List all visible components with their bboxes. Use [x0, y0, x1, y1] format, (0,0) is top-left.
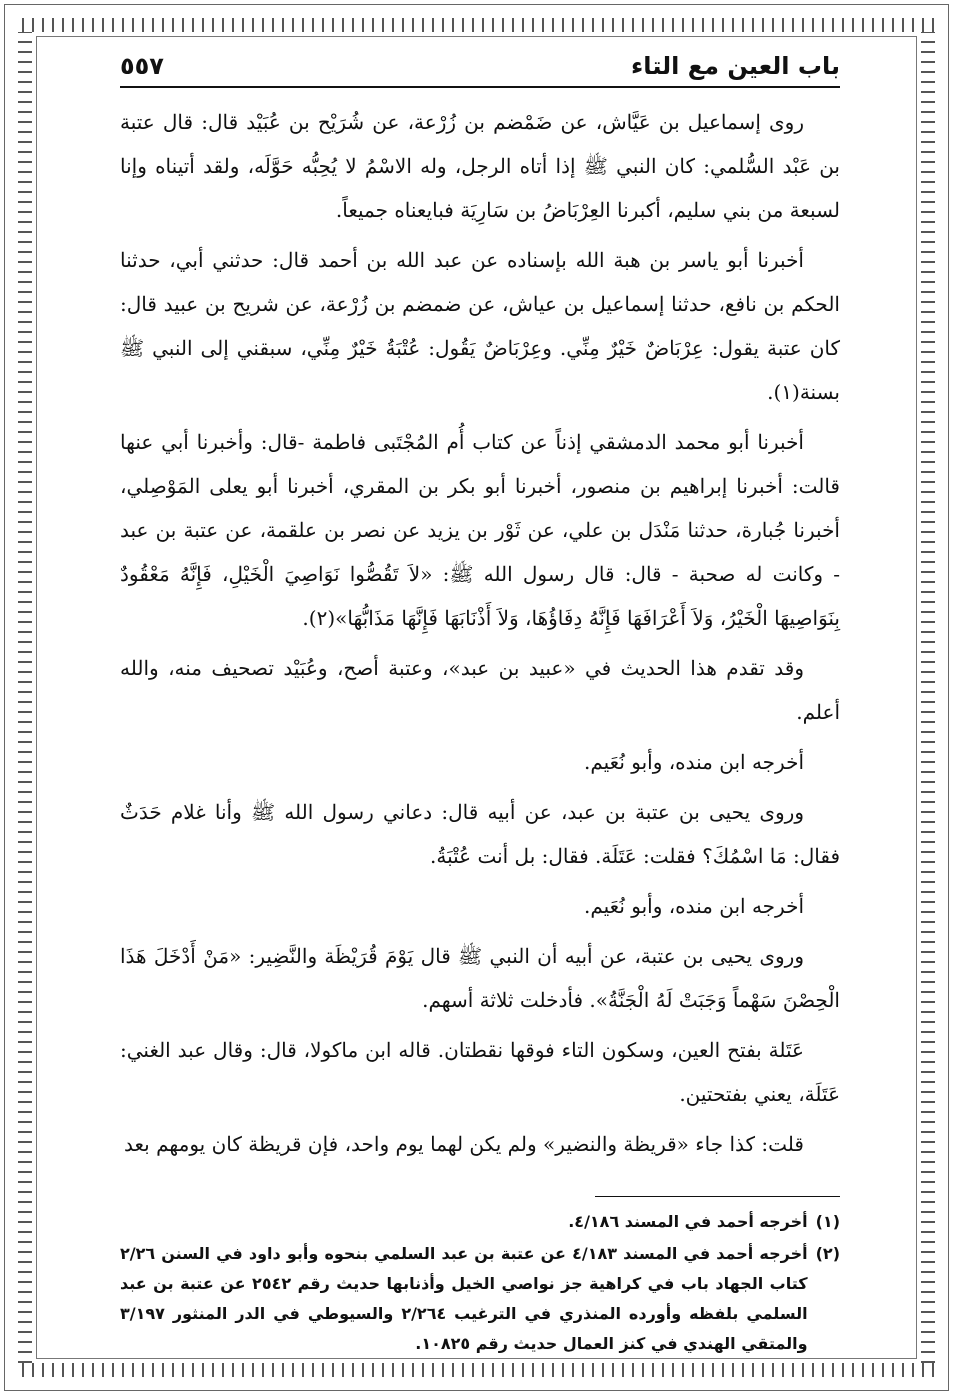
page-number: ٥٥٧: [120, 52, 164, 80]
footnote: [120, 1207, 840, 1237]
paragraph: أخرجه ابن منده، وأبو نُعَيم.: [583, 750, 804, 774]
footnote-marker: (١): [815, 1212, 840, 1231]
book-page: [120, 52, 840, 1361]
footnotes: [120, 1207, 840, 1359]
running-title: باب العين مع التاء: [631, 52, 840, 80]
footnote: [120, 1239, 840, 1359]
paragraph: أخرجه ابن منده، وأبو نُعَيم.: [583, 894, 804, 918]
page-header: [120, 52, 840, 88]
paragraph: وروى يحيى بن عتبة، عن أبيه أن النبي ﷺ قال يَوْمَ قُرَيْظَة والنَّضِير: «مَنْ أَدْخَلَ هَذَا الْحِصْنَ سَهْماً وَجَبَتْ لَهُ الْجَنَّةُ». فأدخلت ثلاثة أسهم.: [120, 944, 840, 1012]
footnote-text: أخرجه أحمد في المسند ٤/١٨٦.: [568, 1212, 808, 1231]
paragraph: روى إسماعيل بن عَيَّاش، عن ضَمْضم بن زُرْعة، عن شُرَيْح بن عُبَيْد قال: قال عتبة بن عَبْد السُّلمي: كان النبي ﷺ إذا أتاه الرجل، وله الاسْمُ لا يُحِبُّه حَوَّلَه، ولقد أتيناه وإنا لسبعة من بني سليم، أكبرنا العِرْبَاضُ بن سَارِيَة فبايعناه جميعاً.: [120, 110, 840, 222]
footnote-separator: [595, 1196, 840, 1197]
footnote-text: أخرجه أحمد في المسند ٤/١٨٣ عن عتبة بن عبد السلمي بنحوه وأبو داود في السنن ٢/٢٦ كتاب الجهاد باب في كراهية جز نواصي الخيل وأذنابها حديث رقم ٢٥٤٢ عن عتبة بن عبد السلمي بلفظه وأورده المنذري في الترغيب ٢/٢٦٤ والسيوطي في الدر المنثور ٣/١٩٧ والمتقي الهندي في كنز العمال حديث رقم ١٠٨٢٥.: [120, 1244, 808, 1353]
main-text: [120, 100, 840, 1166]
paragraph: عَتَلة بفتح العين، وسكون التاء فوقها نقطتان. قاله ابن ماكولا، قال: وقال عبد الغني: عَتَلَة، يعني بفتحتين.: [120, 1038, 840, 1106]
paragraph: أخبرنا أبو ياسر بن هبة الله بإسناده عن عبد الله بن أحمد قال: حدثني أبي، حدثنا الحكم بن نافع، حدثنا إسماعيل بن عياش، عن ضمضم بن زُرْعة، عن شريح بن عبيد قال: كان عتبة يقول: عِرْبَاضٌ خَيْرٌ مِنِّي. وعِرْبَاضٌ يَقُول: عُتْبَةُ خَيْرٌ مِنِّي، سبقني إلى النبي ﷺ بسنة(١).: [120, 248, 840, 404]
paragraph: قلت: كذا جاء «قريظة والنضير» ولم يكن لهما يوم واحد، فإن قريظة كان يومهم بعد: [124, 1132, 804, 1156]
paragraph: أخبرنا أبو محمد الدمشقي إذناً عن كتاب أُم المُجْتَبى فاطمة -قال: وأخبرنا أبي عنها قالت: أخبرنا إبراهيم بن منصور، أخبرنا أبو بكر بن المقري، أخبرنا أبو يعلى المَوْصِلي، أخبرنا جُبارة، حدثنا مَنْدَل بن علي، عن ثَوْر بن يزيد عن نصر بن علقمة، عن عتبة بن عبد - وكانت له صحبة - قال: قال رسول الله ﷺ: «لاَ تَقُصُّوا نَوَاصِيَ الْخَيْلِ، فَإِنَّهُ مَعْقُودٌ بِنَوَاصِيهَا الْخَيْرُ، وَلاَ أَعْرَافَهَا فَإِنَّهُ دِفَاؤُهَا، وَلاَ أَذْنَابَهَا فَإِنَّهَا مَذَابُّهَا»(٢).: [120, 430, 840, 630]
footnote-marker: (٢): [815, 1244, 840, 1263]
paragraph: وقد تقدم هذا الحديث في «عبيد بن عبد»، وعتبة أصح، وعُبَيْد تصحيف منه، والله أعلم.: [120, 656, 840, 724]
paragraph: وروى يحيى بن عتبة بن عبد، عن أبيه قال: دعاني رسول الله ﷺ وأنا غلام حَدَثٌ فقال: مَا اسْمُكَ؟ فقلت: عَتَلَة. فقال: بل أنت عُتْبَةُ.: [120, 800, 840, 868]
